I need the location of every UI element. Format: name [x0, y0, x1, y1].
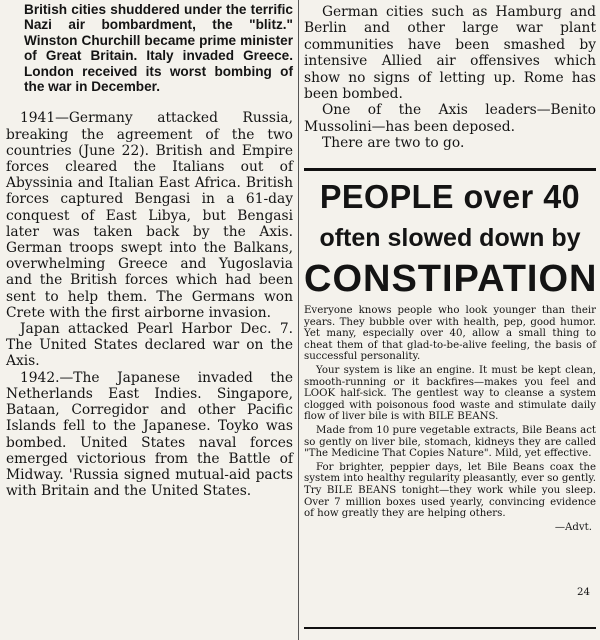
paragraph-german-cities: German cities such as Hamburg and Berlin and other large war plant communities have been smashed by intensive Allied air offensives which show no signs of letting up. Rome has been bombed.	[304, 4, 596, 103]
ad-headline-line2: often slowed down by	[319, 224, 581, 252]
right-column	[304, 4, 596, 152]
ad-body-paragraph-1: Everyone knows people who look younger than their years. They bubble over with health, pep, good humor. Yet many, especially over 40, allow a small thing to cheat them of that glad-to-be-alive feeling, the basis of successful personality.	[304, 305, 596, 363]
paragraph-1942: 1942.—The Japanese invaded the Netherlands East Indies. Singapore, Bataan, Corregidor and other Pacific Islands fell to the Japanese. Toyko was bombed. United States naval forces emerged victorious from the Battle of Midway. 'Russia signed mutual-aid pacts with Britain and the United States.	[6, 369, 293, 500]
paragraph-pearl-harbor: Japan attacked Pearl Harbor Dec. 7. The United States declared war on the Axis.	[6, 321, 293, 370]
ad-code-number: 24	[577, 587, 590, 598]
paragraph-axis-leader: One of the Axis leaders—Benito Mussolini—has been deposed.	[304, 102, 596, 135]
ad-headline-line1: PEOPLE over 40	[319, 178, 581, 215]
ad-body-paragraph-4: For brighter, peppier days, let Bile Beans coax the system into healthy regularity pleasantly, ever so gently. Try BILE BEANS tonight—they work while you sleep. Over 7 million boxes used yearly, convincing evidence of how greatly they are helping others.	[304, 461, 596, 520]
intro-paragraph: British cities shuddered under the terrific Nazi air bombardment, the "blitz." Winston Churchill became prime minister of Great Britain. Italy invaded Greece. London received its worst bombing of the war in December.	[24, 2, 293, 95]
ad-signature: —Advt.	[554, 521, 592, 533]
left-column	[6, 2, 293, 499]
paragraph-two-to-go: There are two to go.	[322, 135, 465, 152]
bile-beans-advertisement	[304, 168, 596, 626]
paragraph-1941: 1941—Germany attacked Russia, breaking the agreement of the two countries (June 22). British and Empire forces cleared the Italians out of Abyssinia and Italian East Africa. British forces captured Bengasi in a 61-day conquest of East Libya, but Bengasi later was taken back by the Axis. German troops swept into the Balkans, overwhelming Greece and Yugoslavia and the British forces which had been sent to help them. The Germans won Crete with the first airborne invasion.	[6, 110, 293, 321]
column-divider	[298, 0, 299, 640]
ad-body-paragraph-2: Your system is like an engine. It must be kept clean, smooth-running or it backfires—makes you feel and LOOK half-sick. The gentlest way to cleanse a system clogged with poisonous food waste and stimulate daily flow of liver bile is with BILE BEANS.	[304, 364, 596, 423]
ad-headline-line3: CONSTIPATION	[304, 258, 598, 300]
ad-bottom-rule	[304, 627, 596, 629]
ad-body-paragraph-3: Made from 10 pure vegetable extracts, Bile Beans act so gently on liver bile, stomach, kidneys they are called "The Medicine That Copies Nature". Mild, yet effective.	[304, 424, 596, 460]
